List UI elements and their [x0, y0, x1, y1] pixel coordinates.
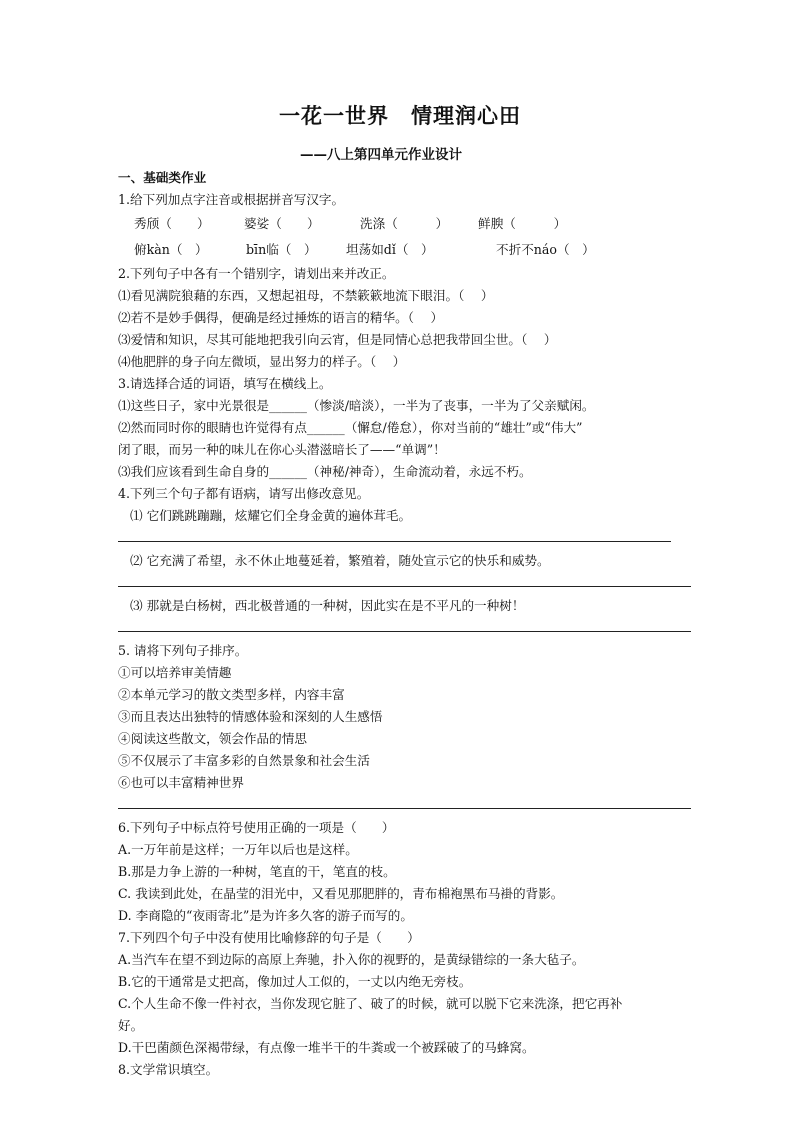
question-7-option: B.它的干通常是丈把高，像加过人工似的，一丈以内绝无旁枝。: [118, 974, 472, 989]
question-1-stem: 1.给下列加点字注音或根据拼音写汉字。: [118, 192, 345, 207]
question-1-row-1: [118, 211, 686, 237]
question-7-option: D.干巴菌颜色深褐带绿，有点像一堆半干的牛粪或一个被踩破了的马蜂窝。: [118, 1040, 535, 1055]
question-6-option: D. 李商隐的“夜雨寄北”是为许多久客的游子而写的。: [118, 908, 413, 923]
answer-line[interactable]: [118, 572, 691, 587]
section-heading: 一、基础类作业: [118, 170, 207, 185]
question-3-stem: 3.请选择合适的词语，填写在横线上。: [118, 376, 332, 391]
question-2-item: ⑴看见满院狼藉的东西，又想起祖母，不禁簌簌地流下眼泪。（ ）: [118, 288, 494, 303]
question-5-item: ⑥也可以丰富精神世界: [118, 775, 244, 790]
question-2-stem: 2.下列句子中各有一个错别字，请划出来并改正。: [118, 266, 395, 281]
question-7-option-cont: 好。: [118, 1018, 144, 1033]
question-5-item: ③而且表达出独特的情感体验和深刻的人生感悟: [118, 709, 383, 724]
pinyin-item: bīn临（ ）: [246, 242, 317, 257]
question-5-stem: 5. 请将下列句子排序。: [118, 643, 248, 658]
question-3-item-cont: 闭了眼，而另一种的味儿在你心头潜滋暗长了——“单调”！: [118, 442, 446, 457]
question-3-item: ⑴这些日子，家中光景很是______（惨淡/暗淡），一半为了丧事，一半为了父亲赋闲。: [118, 398, 595, 413]
pinyin-item: 秀颀（ ）: [134, 216, 210, 231]
question-4-item: ⑵ 它充满了希望，永不休止地蔓延着，繁殖着，随处宣示它的快乐和威势。: [130, 553, 550, 568]
pinyin-item: 坦荡如dǐ（ ）: [346, 242, 434, 257]
question-1-row-2: [118, 237, 686, 263]
question-4-item: ⑶ 那就是白杨树，西北极普通的一种树，因此实在是不平凡的一种树！: [130, 598, 525, 613]
answer-line[interactable]: [118, 794, 691, 809]
question-4-item: ⑴ 它们跳跳蹦蹦，炫耀它们全身金黄的遍体茸毛。: [130, 508, 412, 523]
question-6-option: A.一万年前是这样；一万年以后也是这样。: [118, 842, 358, 857]
question-5-item: ②本单元学习的散文类型多样，内容丰富: [118, 687, 345, 702]
question-7-option: C.个人生命不像一件衬衣，当你发现它脏了、破了的时候，就可以脱下它来洗涤，把它再补: [118, 996, 623, 1011]
worksheet-content: [118, 167, 686, 1081]
question-5-item: ④阅读这些散文，领会作品的情思: [118, 731, 307, 746]
page-subtitle: ——八上第四单元作业设计: [300, 147, 462, 163]
question-6-option: C. 我读到此处，在晶莹的泪光中，又看见那肥胖的，青布棉袍黑布马褂的背影。: [118, 886, 564, 901]
page-title: 一花一世界 情理润心田: [279, 104, 521, 128]
pinyin-item: 洗涤（ ）: [360, 216, 449, 231]
question-2-item: ⑵若不是妙手偶得，便确是经过捶炼的语言的精华。（ ）: [118, 310, 444, 325]
pinyin-item: 鲜腴（ ）: [478, 216, 567, 231]
pinyin-item: 不折不náo（ ）: [496, 242, 595, 257]
question-8-stem: 8.文学常识填空。: [118, 1062, 219, 1077]
question-7-stem: 7.下列四个句子中没有使用比喻修辞的句子是（ ）: [118, 930, 420, 945]
pinyin-item: 婆娑（ ）: [244, 216, 320, 231]
question-6-option: B.那是力争上游的一种树，笔直的干，笔直的枝。: [118, 864, 396, 879]
answer-line[interactable]: [118, 527, 671, 542]
question-3-item: ⑵然而同时你的眼睛也许觉得有点______（懈怠/倦怠），你对当前的“雄壮”或“伟大”: [118, 420, 583, 435]
question-5-item: ①可以培养审美情趣: [118, 665, 232, 680]
question-2-item: ⑷他肥胖的身子向左微顷，显出努力的样子。（ ）: [118, 354, 406, 369]
question-5-item: ⑤不仅展示了丰富多彩的自然景象和社会生活: [118, 753, 370, 768]
question-2-item: ⑶爱情和知识，尽其可能地把我引向云宵，但是同情心总把我带回尘世。（ ）: [118, 332, 557, 347]
question-3-item: ⑶我们应该看到生命自身的______（神秘/神奇），生命流动着，永远不朽。: [118, 464, 532, 479]
answer-line[interactable]: [118, 617, 691, 632]
pinyin-item: 俯kàn（ ）: [134, 242, 208, 257]
question-6-stem: 6.下列句子中标点符号使用正确的一项是（ ）: [118, 820, 395, 835]
question-7-option: A.当汽车在望不到边际的高原上奔驰，扑入你的视野的，是黄绿错综的一条大毡子。: [118, 952, 585, 967]
question-4-stem: 4.下列三个句子都有语病，请写出修改意见。: [118, 486, 370, 501]
